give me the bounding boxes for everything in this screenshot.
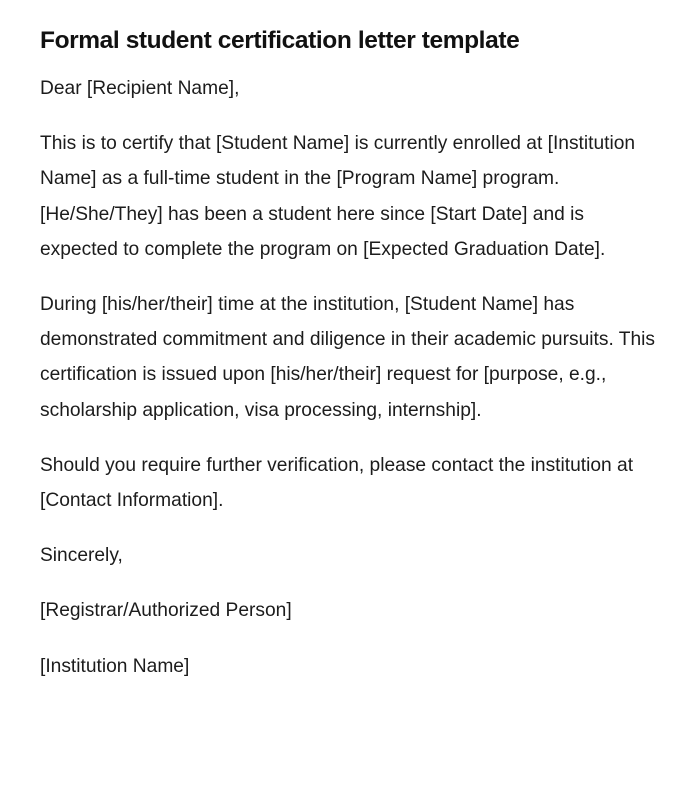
- closing: Sincerely,: [40, 545, 123, 567]
- salutation: Dear [Recipient Name],: [40, 78, 240, 99]
- letter-document: [40, 24, 660, 704]
- body-paragraph-enrollment: This is to certify that [Student Name] is currently enrolled at [Institution Name] as a full-time student in the [Program Name] program. [He/She/They] has been a student here since [Start Date] and is expected to complete the program on [Expected Graduation Date].: [40, 133, 636, 260]
- body-paragraph-verification: Should you require further verification, please contact the institution at [Contact Information].: [40, 454, 634, 512]
- body-paragraph-conduct: During [his/her/their] time at the institution, [Student Name] has demonstrated commitment and diligence in their academic pursuits. This certification is issued upon [his/her/their] request for [purpose, e.g., scholarship application, visa processing, internship].: [40, 294, 656, 421]
- institution-name: [Institution Name]: [40, 655, 190, 677]
- document-title: Formal student certification letter template: [40, 27, 520, 54]
- signatory: [Registrar/Authorized Person]: [40, 600, 292, 622]
